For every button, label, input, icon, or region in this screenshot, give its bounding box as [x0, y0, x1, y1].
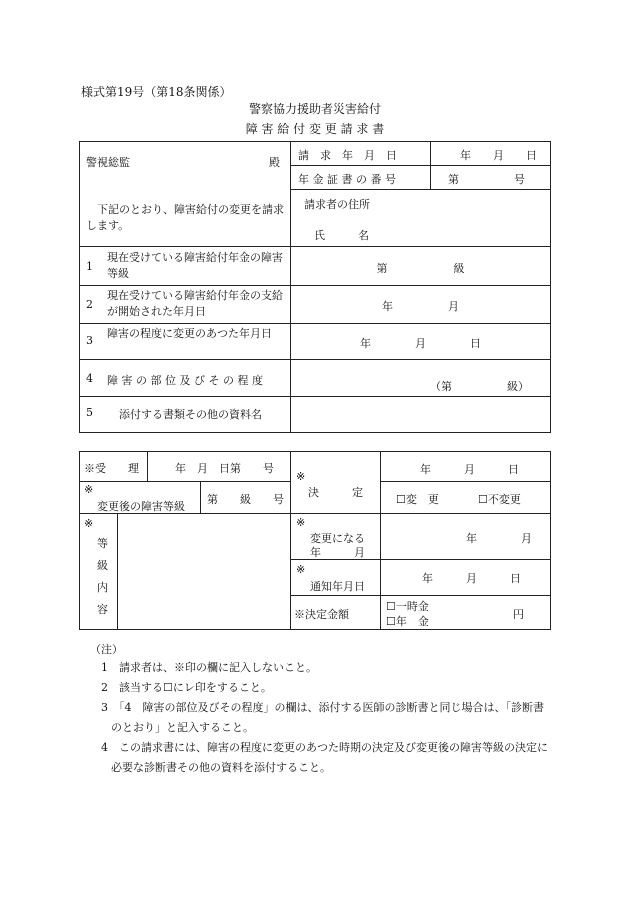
- row-4-label: 障 害 の 部 位 及 び そ の 程 度: [107, 374, 263, 387]
- decision-date-field[interactable]: 年 月 日: [420, 463, 519, 476]
- note-item-3: 3 「4 障害の部位及びその程度」の欄は、添付する医師の診断書と同じ場合は、「診断書のとおり」と記入すること。: [101, 701, 544, 734]
- grade-content-char-3: 内: [97, 581, 108, 594]
- title-line1: 警察協力援助者災害給付: [248, 102, 381, 116]
- notice-date-mark: ※: [296, 563, 306, 576]
- row-5-number: 5: [86, 406, 93, 419]
- row-4-number: 4: [86, 372, 93, 385]
- note-item-4: 4 この請求書には、障害の程度に変更のあつた時期の決定及び変更後の障害等級の決定に必要な診断書その他の資料を添付すること。: [101, 741, 548, 774]
- decision-amount-label: ※決定金額: [294, 608, 349, 621]
- addressee: 警視総監: [86, 156, 130, 169]
- changed-grade-label: 変更後の障害等級: [97, 500, 185, 513]
- row-3-label: 障害の程度に変更のあつた年月日: [107, 327, 272, 340]
- pension-cert-label: 年 金 証 書 の 番 号: [298, 173, 396, 186]
- note-item-2: 2 該当する☐にレ印をすること。: [101, 681, 272, 694]
- grade-content-char-4: 容: [97, 603, 108, 616]
- note-item-1: 1 請求者は、※印の欄に記入しないこと。: [101, 661, 317, 674]
- decision-label: 決 定: [308, 486, 363, 499]
- decision-change-checkbox[interactable]: ☐変 更: [396, 493, 439, 506]
- receipt-field[interactable]: 年 月 日第 号: [175, 462, 274, 475]
- change-date-field[interactable]: 年 月: [466, 532, 532, 545]
- grade-content-field[interactable]: [125, 520, 285, 624]
- request-date-label: 請 求 年 月 日: [298, 149, 397, 162]
- change-date-label-2: 年 月: [310, 546, 365, 559]
- decision-nochange-checkbox[interactable]: ☐不変更: [478, 493, 521, 506]
- notice-date-field[interactable]: 年 月 日: [422, 572, 521, 585]
- grade-content-mark: ※: [84, 517, 94, 530]
- row-5-value[interactable]: [300, 406, 540, 422]
- change-date-mark: ※: [296, 516, 306, 529]
- change-date-label: 変更になる: [310, 532, 365, 545]
- row-3-value[interactable]: 年 月 日: [360, 337, 481, 350]
- pension-cert-field[interactable]: 第 号: [448, 173, 525, 186]
- receipt-label: ※受 理: [84, 462, 139, 475]
- decision-mark: ※: [296, 470, 306, 483]
- grade-content-char-2: 級: [97, 559, 108, 572]
- row-1-value[interactable]: 第 級: [376, 262, 465, 275]
- annual-checkbox[interactable]: ☐年 金: [386, 615, 429, 628]
- changed-grade-field[interactable]: 第 級 号: [207, 493, 284, 506]
- row-2-value[interactable]: 年 月: [382, 300, 459, 313]
- row-1-label: 現在受けている障害給付年金の障害等級: [107, 251, 283, 280]
- row-2-label: 現在受けている障害給付年金の支給が開始された年月日: [107, 289, 283, 318]
- row-1-number: 1: [86, 260, 93, 273]
- row-3-number: 3: [86, 334, 93, 347]
- form-id: 様式第19号（第18条関係）: [81, 85, 232, 99]
- request-date-field[interactable]: 年 月 日: [460, 149, 537, 162]
- notes-header: （注）: [90, 643, 123, 656]
- row-5-label: 添付する書類その他の資料名: [119, 408, 262, 421]
- row-2-number: 2: [86, 298, 93, 311]
- claimant-name-label: 氏 名: [314, 229, 369, 242]
- yen-unit: 円: [513, 608, 524, 621]
- intro-text: 下記のとおり、障害給付の変更を請求します。: [86, 203, 284, 232]
- addressee-suffix: 殿: [269, 156, 280, 169]
- lump-sum-checkbox[interactable]: ☐一時金: [386, 600, 429, 613]
- claimant-address-label: 請求者の住所: [304, 198, 370, 211]
- row-4-value[interactable]: （第 級）: [430, 380, 529, 393]
- grade-content-char-1: 等: [97, 537, 108, 550]
- notice-date-label: 通知年月日: [310, 580, 365, 593]
- page-title: 障 害 給 付 変 更 請 求 書: [245, 122, 385, 136]
- changed-grade-mark: ※: [84, 483, 94, 496]
